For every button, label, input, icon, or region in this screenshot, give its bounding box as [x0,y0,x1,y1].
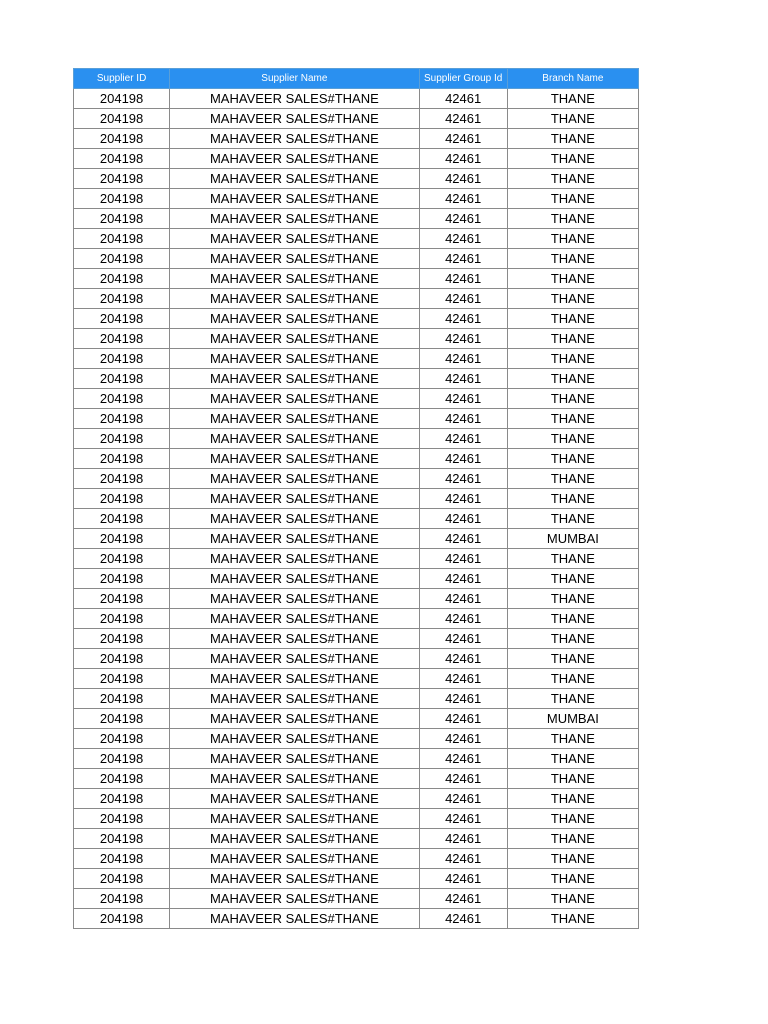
table-row [74,429,639,449]
cell-supplier-group-id: 42461 [419,249,507,269]
cell-supplier-id: 204198 [74,309,170,329]
table-row [74,569,639,589]
cell-supplier-id: 204198 [74,289,170,309]
cell-supplier-group-id: 42461 [419,589,507,609]
cell-supplier-group-id: 42461 [419,229,507,249]
cell-branch-name: THANE [507,249,638,269]
cell-branch-name: THANE [507,429,638,449]
cell-supplier-name: MAHAVEER SALES#THANE [170,89,419,109]
cell-branch-name: THANE [507,149,638,169]
table-row [74,89,639,109]
cell-supplier-name: MAHAVEER SALES#THANE [170,509,419,529]
cell-branch-name: THANE [507,229,638,249]
cell-supplier-group-id: 42461 [419,409,507,429]
cell-supplier-id: 204198 [74,689,170,709]
cell-supplier-name: MAHAVEER SALES#THANE [170,809,419,829]
cell-supplier-id: 204198 [74,729,170,749]
table-row [74,829,639,849]
cell-supplier-name: MAHAVEER SALES#THANE [170,489,419,509]
table-row [74,409,639,429]
cell-supplier-group-id: 42461 [419,109,507,129]
cell-supplier-id: 204198 [74,889,170,909]
cell-supplier-group-id: 42461 [419,309,507,329]
cell-branch-name: THANE [507,469,638,489]
cell-branch-name: THANE [507,589,638,609]
cell-supplier-name: MAHAVEER SALES#THANE [170,689,419,709]
table-row [74,229,639,249]
cell-supplier-id: 204198 [74,149,170,169]
table-row [74,249,639,269]
cell-supplier-group-id: 42461 [419,469,507,489]
cell-supplier-id: 204198 [74,569,170,589]
table-row [74,589,639,609]
table-row [74,269,639,289]
cell-supplier-name: MAHAVEER SALES#THANE [170,289,419,309]
cell-branch-name: THANE [507,749,638,769]
cell-supplier-group-id: 42461 [419,369,507,389]
cell-supplier-id: 204198 [74,349,170,369]
cell-branch-name: THANE [507,569,638,589]
cell-supplier-name: MAHAVEER SALES#THANE [170,169,419,189]
cell-branch-name: THANE [507,789,638,809]
cell-branch-name: THANE [507,209,638,229]
cell-branch-name: THANE [507,129,638,149]
cell-branch-name: THANE [507,609,638,629]
cell-supplier-name: MAHAVEER SALES#THANE [170,369,419,389]
column-header-branch-name: Branch Name [507,69,638,89]
cell-supplier-name: MAHAVEER SALES#THANE [170,849,419,869]
table-row [74,509,639,529]
table-row [74,469,639,489]
table-row [74,669,639,689]
cell-branch-name: THANE [507,869,638,889]
cell-supplier-group-id: 42461 [419,789,507,809]
cell-supplier-id: 204198 [74,369,170,389]
cell-supplier-group-id: 42461 [419,829,507,849]
cell-supplier-id: 204198 [74,909,170,929]
cell-supplier-id: 204198 [74,469,170,489]
cell-supplier-name: MAHAVEER SALES#THANE [170,549,419,569]
cell-branch-name: THANE [507,169,638,189]
cell-supplier-group-id: 42461 [419,709,507,729]
cell-branch-name: THANE [507,829,638,849]
cell-supplier-id: 204198 [74,669,170,689]
header-row [74,69,639,89]
cell-branch-name: THANE [507,849,638,869]
cell-supplier-group-id: 42461 [419,769,507,789]
cell-branch-name: THANE [507,769,638,789]
cell-supplier-id: 204198 [74,129,170,149]
cell-supplier-name: MAHAVEER SALES#THANE [170,409,419,429]
cell-supplier-name: MAHAVEER SALES#THANE [170,389,419,409]
cell-supplier-id: 204198 [74,509,170,529]
cell-supplier-group-id: 42461 [419,389,507,409]
table-row [74,649,639,669]
cell-supplier-id: 204198 [74,809,170,829]
cell-supplier-group-id: 42461 [419,649,507,669]
cell-branch-name: THANE [507,449,638,469]
cell-supplier-group-id: 42461 [419,729,507,749]
cell-supplier-id: 204198 [74,489,170,509]
table-row [74,109,639,129]
cell-supplier-id: 204198 [74,649,170,669]
cell-supplier-id: 204198 [74,189,170,209]
cell-supplier-id: 204198 [74,709,170,729]
cell-branch-name: THANE [507,89,638,109]
column-header-supplier-group-id: Supplier Group Id [419,69,507,89]
cell-supplier-id: 204198 [74,429,170,449]
table-body [74,89,639,929]
cell-supplier-id: 204198 [74,749,170,769]
cell-supplier-name: MAHAVEER SALES#THANE [170,429,419,449]
cell-supplier-id: 204198 [74,409,170,429]
cell-supplier-group-id: 42461 [419,149,507,169]
cell-branch-name: THANE [507,369,638,389]
cell-supplier-name: MAHAVEER SALES#THANE [170,869,419,889]
cell-branch-name: THANE [507,329,638,349]
cell-branch-name: THANE [507,889,638,909]
table-row [74,809,639,829]
cell-supplier-id: 204198 [74,549,170,569]
cell-supplier-name: MAHAVEER SALES#THANE [170,909,419,929]
cell-supplier-group-id: 42461 [419,609,507,629]
table-row [74,689,639,709]
cell-supplier-group-id: 42461 [419,849,507,869]
cell-supplier-id: 204198 [74,589,170,609]
cell-supplier-id: 204198 [74,209,170,229]
table-row [74,609,639,629]
cell-supplier-name: MAHAVEER SALES#THANE [170,229,419,249]
cell-supplier-group-id: 42461 [419,549,507,569]
cell-branch-name: MUMBAI [507,529,638,549]
cell-supplier-name: MAHAVEER SALES#THANE [170,129,419,149]
cell-supplier-name: MAHAVEER SALES#THANE [170,629,419,649]
cell-supplier-name: MAHAVEER SALES#THANE [170,209,419,229]
table-row [74,889,639,909]
cell-supplier-id: 204198 [74,609,170,629]
cell-supplier-id: 204198 [74,329,170,349]
cell-branch-name: THANE [507,349,638,369]
cell-supplier-id: 204198 [74,249,170,269]
table-row [74,869,639,889]
cell-supplier-name: MAHAVEER SALES#THANE [170,349,419,369]
cell-supplier-group-id: 42461 [419,449,507,469]
table-header [74,69,639,89]
cell-supplier-name: MAHAVEER SALES#THANE [170,189,419,209]
table-row [74,169,639,189]
cell-supplier-group-id: 42461 [419,329,507,349]
cell-supplier-name: MAHAVEER SALES#THANE [170,469,419,489]
cell-supplier-group-id: 42461 [419,809,507,829]
cell-supplier-group-id: 42461 [419,869,507,889]
cell-supplier-id: 204198 [74,769,170,789]
table-row [74,629,639,649]
cell-supplier-name: MAHAVEER SALES#THANE [170,569,419,589]
cell-supplier-name: MAHAVEER SALES#THANE [170,649,419,669]
table-row [74,849,639,869]
cell-supplier-group-id: 42461 [419,189,507,209]
table-row [74,449,639,469]
cell-supplier-group-id: 42461 [419,429,507,449]
supplier-table [73,68,639,929]
cell-supplier-group-id: 42461 [419,629,507,649]
column-header-supplier-id: Supplier ID [74,69,170,89]
table-row [74,369,639,389]
cell-supplier-name: MAHAVEER SALES#THANE [170,449,419,469]
cell-supplier-group-id: 42461 [419,529,507,549]
cell-supplier-name: MAHAVEER SALES#THANE [170,329,419,349]
cell-branch-name: THANE [507,289,638,309]
cell-branch-name: THANE [507,909,638,929]
cell-supplier-group-id: 42461 [419,89,507,109]
cell-supplier-name: MAHAVEER SALES#THANE [170,669,419,689]
table-row [74,289,639,309]
cell-supplier-name: MAHAVEER SALES#THANE [170,609,419,629]
cell-supplier-group-id: 42461 [419,909,507,929]
cell-supplier-name: MAHAVEER SALES#THANE [170,269,419,289]
cell-supplier-id: 204198 [74,869,170,889]
cell-supplier-name: MAHAVEER SALES#THANE [170,249,419,269]
table-row [74,349,639,369]
table-row [74,389,639,409]
cell-branch-name: THANE [507,649,638,669]
cell-branch-name: THANE [507,269,638,289]
cell-supplier-group-id: 42461 [419,669,507,689]
cell-supplier-name: MAHAVEER SALES#THANE [170,149,419,169]
cell-branch-name: THANE [507,509,638,529]
cell-branch-name: THANE [507,809,638,829]
cell-branch-name: MUMBAI [507,709,638,729]
cell-supplier-name: MAHAVEER SALES#THANE [170,729,419,749]
table-row [74,309,639,329]
cell-supplier-id: 204198 [74,109,170,129]
cell-supplier-id: 204198 [74,229,170,249]
cell-branch-name: THANE [507,689,638,709]
cell-supplier-id: 204198 [74,269,170,289]
cell-supplier-name: MAHAVEER SALES#THANE [170,309,419,329]
table-row [74,129,639,149]
cell-supplier-group-id: 42461 [419,169,507,189]
cell-branch-name: THANE [507,489,638,509]
cell-supplier-name: MAHAVEER SALES#THANE [170,789,419,809]
cell-supplier-name: MAHAVEER SALES#THANE [170,749,419,769]
cell-supplier-group-id: 42461 [419,209,507,229]
table-row [74,149,639,169]
cell-supplier-id: 204198 [74,389,170,409]
cell-branch-name: THANE [507,189,638,209]
table-row [74,529,639,549]
table-row [74,709,639,729]
cell-supplier-id: 204198 [74,829,170,849]
cell-supplier-group-id: 42461 [419,269,507,289]
cell-supplier-group-id: 42461 [419,749,507,769]
table-row [74,729,639,749]
cell-branch-name: THANE [507,669,638,689]
cell-supplier-id: 204198 [74,449,170,469]
cell-supplier-name: MAHAVEER SALES#THANE [170,589,419,609]
cell-supplier-name: MAHAVEER SALES#THANE [170,709,419,729]
cell-supplier-group-id: 42461 [419,289,507,309]
cell-branch-name: THANE [507,389,638,409]
table-row [74,189,639,209]
cell-supplier-group-id: 42461 [419,689,507,709]
table-row [74,489,639,509]
cell-branch-name: THANE [507,729,638,749]
cell-supplier-group-id: 42461 [419,489,507,509]
table-row [74,909,639,929]
cell-supplier-id: 204198 [74,529,170,549]
cell-supplier-group-id: 42461 [419,509,507,529]
table-row [74,549,639,569]
cell-supplier-name: MAHAVEER SALES#THANE [170,889,419,909]
table-row [74,749,639,769]
cell-supplier-id: 204198 [74,789,170,809]
cell-supplier-id: 204198 [74,849,170,869]
cell-supplier-name: MAHAVEER SALES#THANE [170,109,419,129]
table-row [74,329,639,349]
cell-branch-name: THANE [507,409,638,429]
cell-supplier-id: 204198 [74,89,170,109]
table-row [74,789,639,809]
cell-supplier-name: MAHAVEER SALES#THANE [170,529,419,549]
cell-supplier-group-id: 42461 [419,889,507,909]
cell-branch-name: THANE [507,549,638,569]
cell-supplier-group-id: 42461 [419,129,507,149]
table-row [74,209,639,229]
column-header-supplier-name: Supplier Name [170,69,419,89]
cell-supplier-id: 204198 [74,169,170,189]
cell-branch-name: THANE [507,309,638,329]
cell-supplier-id: 204198 [74,629,170,649]
cell-supplier-name: MAHAVEER SALES#THANE [170,829,419,849]
cell-supplier-group-id: 42461 [419,349,507,369]
cell-branch-name: THANE [507,109,638,129]
table-row [74,769,639,789]
cell-supplier-group-id: 42461 [419,569,507,589]
cell-supplier-name: MAHAVEER SALES#THANE [170,769,419,789]
cell-branch-name: THANE [507,629,638,649]
